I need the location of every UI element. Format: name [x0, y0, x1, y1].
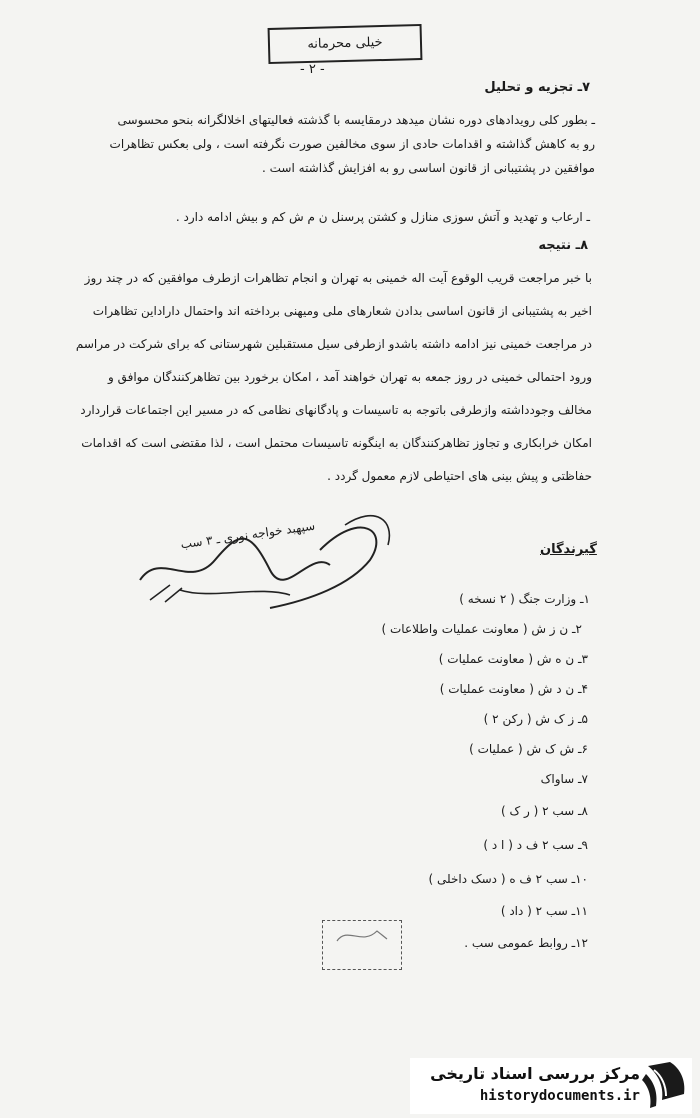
footer-url[interactable]: historydocuments.ir: [479, 1088, 640, 1104]
text-line: ورود احتمالی خمینی در روز جمعه به تهران خواهند آمد ، امکان برخورد بین تظاهرکنندگان موافق و: [107, 370, 592, 384]
recipient-item: ۵ـ ز ک ش ( رکن ۲ ): [483, 712, 588, 726]
recipient-item: ۹ـ سب ۲ ف د ( ا د ): [483, 838, 588, 852]
signatory-title: سپهبد خواجه نوری ـ ۳ سب: [179, 518, 316, 552]
footer-org-name: مرکز بررسی اسناد تاریخی: [430, 1064, 640, 1083]
faint-stamp-mark: [322, 920, 402, 970]
section-7-bullet-1: [95, 108, 595, 180]
text-line: موافقین در پشتیبانی از قانون اساسی رو به افزایش گذاشته است .: [262, 161, 595, 175]
recipients-title: گیرندگان: [540, 542, 597, 557]
recipient-item: ۱۲ـ روابط عمومی سب .: [464, 936, 588, 950]
text-line: ـ ارعاب و تهدید و آتش سوزی منازل و کشتن پرسنل ن م ش کم و بیش ادامه دارد .: [175, 210, 590, 224]
stamp-scribble-icon: [332, 921, 392, 951]
recipient-item: ۱۰ـ سب ۲ ف ه ( دسک داخلی ): [428, 872, 588, 886]
book-logo-icon: [640, 1060, 690, 1112]
text-line: رو به کاهش گذاشته و اقدامات حادی از سوی مخالفین صورت نگرفته است ، ولی بعکس تظاهرات: [109, 137, 595, 151]
recipient-item: ۱۱ـ سب ۲ ( داد ): [500, 904, 588, 918]
recipient-item: ۱ـ وزارت جنگ ( ۲ نسخه ): [459, 592, 590, 606]
text-line: حفاظتی و پیش بینی های احتیاطی لازم معمول گردد .: [327, 469, 592, 483]
text-line: مخالف وجودداشته وازطرفی باتوجه به تاسیسات و پادگانهای نظامی که در مسیر این اجتماعات قراردارد: [80, 403, 592, 417]
handwritten-signature: [120, 490, 400, 620]
page-number: - ۲ -: [300, 62, 325, 77]
text-line: اخیر به پشتیبانی از قانون اساسی بدادن شعارهای ملی ومیهنی برداخته اند واحتمال داراداین تظاهرات: [92, 304, 592, 318]
section-8-heading: ۸ـ نتیجه: [538, 238, 588, 253]
text-line: ـ بطور کلی رویدادهای دوره نشان میدهد درمقایسه با گذشته فعالیتهای اخلالگرانه بنحو محسوسی: [117, 113, 595, 127]
classification-stamp: خیلی محرمانه: [268, 24, 423, 64]
section-7-bullet-2: [120, 205, 590, 229]
text-line: امکان خرابکاری و تجاوز تظاهرکنندگان به اینگونه تاسیسات محتمل است ، لذا مقتضی است که اقدامات: [81, 436, 592, 450]
recipient-item: ۸ـ سب ۲ ( ر ک ): [500, 804, 588, 818]
recipient-item: ۲ـ ن ز ش ( معاونت عملیات واطلاعات ): [381, 622, 582, 636]
section-8-paragraph: [72, 262, 592, 493]
section-7-heading: ۷ـ تجزیه و تحلیل: [484, 80, 590, 95]
recipient-item: ۳ـ ن ه ش ( معاونت عملیات ): [438, 652, 588, 666]
text-line: در مراجعت خمینی نیز ادامه داشته باشدو ازطرفی سیل مستقبلین شهرستانی که برای شرکت در مراسم: [75, 337, 592, 351]
recipient-item: ۴ـ ن د ش ( معاونت عملیات ): [439, 682, 588, 696]
text-line: با خبر مراجعت قریب الوقوع آیت اله خمینی به تهران و انجام تظاهرات ازطرف موافقین که در چند روز: [84, 271, 592, 285]
recipient-item: ۷ـ ساواک: [540, 772, 588, 786]
recipient-item: ۶ـ ش ک ش ( عملیات ): [469, 742, 588, 756]
